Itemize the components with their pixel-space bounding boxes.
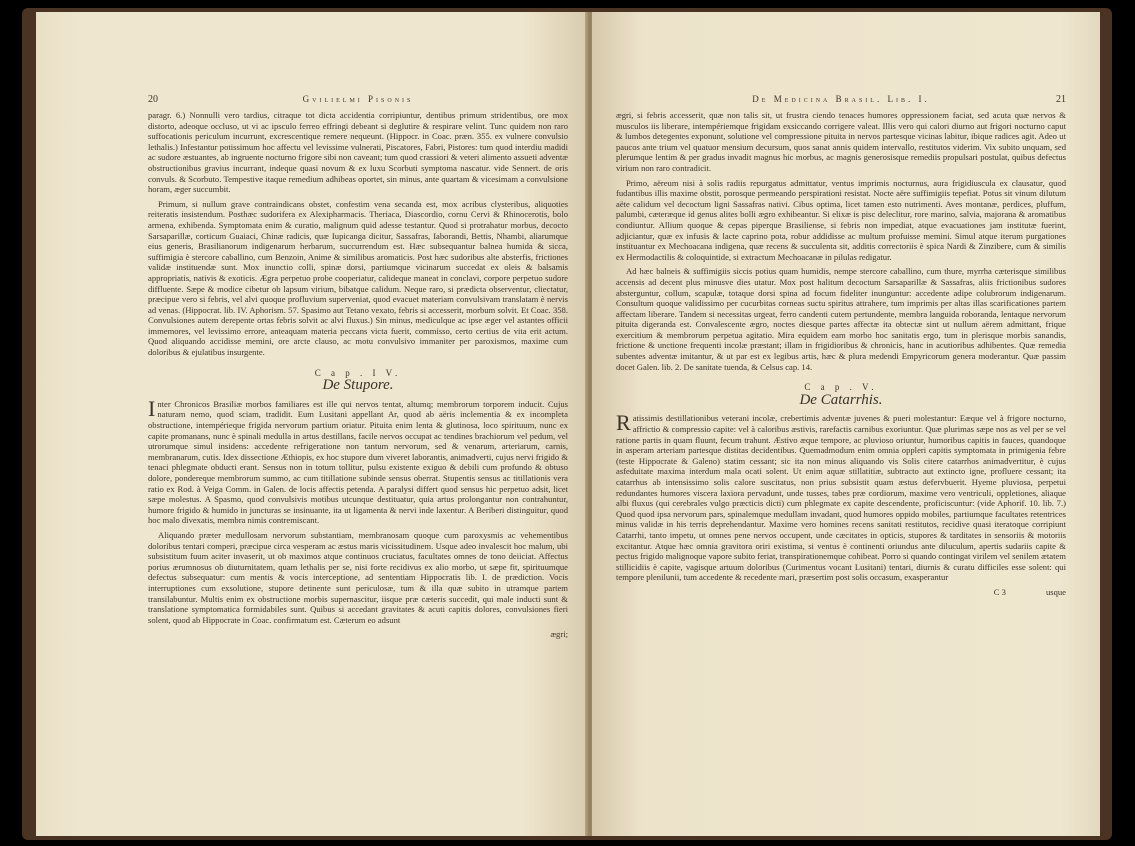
right-paragraph-2: Primo, aëreum nisi à solis radiis repurgatus admittatur, ventus imprimis nocturnus, aura frigidiuscula ex clausatur, quod fudantibus illis maxime obstit, porosque permeando perspirationi resistat. Nocte aëre suffimigiis tepefiat. Potus sit vinum dilutum aëte calidum vel decoctum ligni Sassafras nativi. Cibus optima, licet tamen esto nutrimenti. Aves montanæ, perdices, pluffum, palumbi, cæteræque id genus alites bolli ægro exhibeantur. Si elixæ is pisc deleclitur, rore marino, salvia, majorana & aromatibus condiuntur. Allium quoque & cepas piperque Brasiliense, si febris non impediat, atque evacuationes jam institutæ fuerint, adjiciantur, quæ ex infusis & lacte caprino pota, robur addidisse ac multum profuisse memini. Simul atque iterum purgationes instituantur ex Mechoacana indigena, quæ recens & succulenta sit, additis correctoriis è spica Nardi & Zinzibere, cum & similis ex Hermodactilis & coloquintide, si extractum Mechoacanæ in pilulas redigatur. <box>616 177 1066 262</box>
right-chapter-label: C a p . V. <box>804 382 878 393</box>
right-body <box>616 110 1066 598</box>
left-folio: 20 <box>148 94 158 105</box>
left-paragraph-3: Inter Chronicos Brasiliæ morbos familiares est ille qui nervos tentat, altumq; membrorum torporem inducit. Cujus naturam nemo, quod sciam, tradidit. Eum Lusitani appellant Ar, quod ab aëris inclementia & ex incompleta obstructione, intempérieque frigida nervorum partium oriatur. Pituita enim lenta & glutinosa, loco spirituum, nunc ex capite promanans, nunc è spinali medulla in artus destillans, facile nervos occupat ac tendines brachiorum vel pedum, vel utrorumque simul insidens: accedente refrigeratione non tantum nervorum, sed & venarum, arteriarum, carnis, membranarum, cutis. Idex dissectione Æthiopis, ex hoc stupore dum viveret laborantis, animadverti, cujus nervi frigido & tenaci phlegmate obducti erant. Sensus non in totum tollitur, pulsu existente exiguo & debili cum profundo & obtuso dolore, pondereque membrorum summo, ac cum titillatione subinde sensus oberrat. Stupentis sensus ac titillationis vera ratio ex Rod. à Veiga Comm. in Galen. de locis affectis petenda. A paralysi differt quod sensus hic perpetuo adsit, licet sæpe molestus. A Spasmo, quod convulsivis motibus utcunque destituatur, quia artus prolongantur non contrahuntur, humore frigido & humido in juncturas se insinuante, ita ut ligamenta & nervi inde laxentur. A Beriberi distinguitur, quod hoc malo divexatis, membra nimis contremiscant. <box>148 395 568 526</box>
right-page <box>592 12 1100 836</box>
left-body <box>148 110 568 640</box>
left-paragraph-4: Aliquando præter medullosam nervorum substantiam, membranosam quoque cum paroxysmis ac vehementibus doloribus tentari comperi, præcipue circa vesperam ac æstus maris vicissitudinem. Usque adeo invalescit hoc malum, ubi subsistitum fuum aciter invaserit, ut ob maximos atque continuos cruciatus, facultates omnes de tono deiiciat. Affectus porius ærumnosus ob diuturnitatem, quam lethalis per se, nisi forte recidivus ex alio morbo, ut sæpe fit, spirituumque defectus subsequatur: cum mentis & vocis interceptione, ad sententiam Hippocratis lib. I. de prædiction. Vocis interruptiones cum exsolutione, stupore detinente sunt periculosæ, tum & illa quæ subito in utramque partem transilabuntur. Multis enim ex obstructione morbis supernascitur, iisque præ cæteris succedit, qui male inducti sunt & translatione symptomatica formidabiles sunt. Quibus si accedant gravitates & acuti capitis dolores, convulsiones fieri solent, quod ab Hippocrate in Coac. confirmatum est. Cæterum eo adsunt <box>148 529 568 625</box>
book <box>22 8 1112 840</box>
left-chapter-label: C a p . I V. <box>314 367 402 378</box>
right-paragraph-4: Ratissimis destillationibus veterani incolæ, crebertimis adventæ juvenes & pueri molestantur: Eæque vel à frigore nocturno, affrictio & compressio capite: vel à caloribus æstivis, rarefactis carnibus exoriuntur. Quæ plurimas sæpe nos as vel per se vel ratione partis in quam fluunt, fecum trahunt. Æstivo æque tempore, ac pluvioso oriuntur, humoribus capitis in fauces, quandoque in asperam arteriam partesque distitas decidentibus. Quemadmodum enim omnia oppleri capitis symptomata in primigenia febre (teste Hippocrate & Galeno) statim cessant; sic ita non minus aliquando vis Solis citere catarrhos animadvertitur, è cujus asfeduitate maxima interdum mala ocati solent. Ut enim aquæ stillatitiæ, subtracto aut extincto igne, profluere cessant; ita catarrhus ab intensissimo solis calore suscitatus, non prius subsistit quam æstus defervbuerit. Hyeme pluviosa, perpetui redundantes humores viscera laxiora pervadunt, unde tusses, tabes præ cordiorum, maxime vero ventriculi, oppletiones, aliaque albi fluxus (qui cerebrales vulgo præcticis dicti) cum phlegmate ex capite descendente, proficiscuntur: (vide Aphorif. 10. lib. 7.) Quod quod ipsa nervorum pars, spinalemque medullam invadant, quod humores oppido mobiles, partiumque facultates retentrices minus validæ in his terris deprehendantur. Maxime vero homines recens sanitati restitutos, recidive quasi iteratoque corripiunt Catarrhi, tanto impetu, ut omnes pene nervos occupent, unde cæcitates in opticis, stupores & tarditates in sensoriis & motoriis excitantur. Atque hæc omnia gravitora oriri existima, si ventus è continenti oriundus ante diluculum, apertis sudariis capite & pectus frigido malignoque vapore subito feriat, transpirationemque cohibeat. Porro si quando contingat virilem vel senilem ætatem stillicidiis è capite, vagisque artuum doloribus (Curimentus vocant Lusitani) tentari, diurnis & curatu difficiles esse solent: qui tempore plenilunii, tum accedente & recedente mari, præsertim post solis occasum, exasperantur <box>616 410 1066 583</box>
right-running-title: De Medicina Brasil. Lib. I. <box>752 94 930 104</box>
right-paragraph-3: Ad hæc balneis & suffimigiis siccis potius quam humidis, nempe stercore caballino, cum thure, myrrha cæterisque similibus accensis ad decent plus minusve dies utatur. Mox post halitum decoctum Sarsaparillæ & Sassafras, aliis frictionibus sudores absterguntur, collum, scapulæ, totaque dorsi spina ad focum fideliter inunguntur: accedente adipe colubrorum indigenarum. Consultum quoque validissimo per cucurbitas corneas suctu spiritus attrahere, tum imprimis per altas illas scarificationes partem affectam liberare. Tandem si necessitas urgeat, ferro candenti cutem pertundente, membra languida roboranda, lentaque nervorum pituita digeranda est. Convalescente ægro, noctes diesque partes affectæ ita obtectæ sint ut nullum aërem admittant, frique exercitium & membrorum perpetua agitatio. Mira equidem eam morbo hoc sanitatis ergo, tum in plerisque morbis sanandis, frictione & unctione frequenti incolæ præstant; illam in frigidioribus & chronicis, hanc in acutioribus adhibentes. Quæ remedia subentes adventæ imitantur, & ut par est ex legibus artis, hæc & plura medendi Empyricorum genera moderantur. Quæ passim docet Galen. lib. 2. De sanitate tuenda, & Celsus cap. 14. <box>616 266 1066 372</box>
right-signature-mark: C 3 <box>993 586 1006 597</box>
left-paragraph-2: Primum, si nullum grave contraindicans obstet, confestim vena secanda est, mox acribus clysteribus, aliquoties reiteratis insistendum. Posthæc sudorifera ex Alexipharmacis. Theriaca, Diascordio, cornu Cervi & Rhinocerotis, bolo armena, exhibenda. Symptomata enim & curatio, malignum quid adesse testantur. Quod si protrahatur morbus, decocto Sarsaparillæ, corticum Guaiaci, Chinæ radicis, quæ Iupicanga dicitur, Sassafras, Iaborandi, Bettis, Nhambi, aliarumque eius generis, Brasilianorum indigenarum herbarum, succurrendum est. Hæc subsequantur balnea humida & sicca, suffimigia è stercore caballino, cum Benzoin, Anime & similibus aromaticis. Post hæc sudoribus alte absterfis, frictiones validæ instituendæ sunt. Mox inunctio colli, spinæ dorsi, partiumque vicinarum succedat ex oleis & balsamis appropriatis, nativis & exoticis. Ægra perpetuo probe cooperiatur, calideque maneat in conclavi, corpore perpetuo sudore diffluente. Sæpe & modice cibetur ob lapsum virium, bibatque calidum. Neque raro, si prædicta observentur, cliectatur, præcipue vero si febris, vel alvi quoque profluvium superveniat, quod evacuet materiam convulsivam translatam è nervis ad venas. (Hippocrat. lib. IV. Aphorism. 57. Spasimo aut Tetano vexato, febris si accesserit, morbum solvit. Et Coac. 358. Convulsiones autem derepente ortas febris solvit ac alvi fluxus.) Sin minus, mediculque ac ipse æger vel astantes officii immemores, vel levissimo errore, anteaquam materia peccans victa fuerit, commisso, certo certius de vita erit actum. Quod aliquando accidisse memini, ore arcte clauso, ac motu convulsivo immaniter per paroxismos, maxime cum doloribus & ejulatibus insurgente. <box>148 198 568 358</box>
left-paragraph-1: paragr. 6.) Nonnulli vero tardius, citraque tot dicta accidentia corripiuntur, dentibus primum stridentibus, ore mox distorto, adeoque occluso, ut vi ac ipsculo ferreo effringi debeant si deglutire & respirare velint. Tunc quidem non raro suffocationis periculum incurrunt, excrescentique remere nequeunt. (Hippocr. in Coac. præn. 355. ex vulnere convulsio lethalis.) Infestantur potissimum hoc affectu vel levissime vulnerati, Piscatores, Fabri, Pistores: tum quod interdiu madidi ac sudore æstuantes, ab ingruente nocturno frigore sibi non caveant; tum quod crassiori & veteri alimento assueti adventæ obstructionibus gravius incurrant, indeque quasi novum & ex luxu Scorbuti symptoma nascatur. vide Sennert. de oris convuls. & Scorbuto. Tempestive itaque remedium adhibeas oportet, sin minus, ante quartam & vicesimam a convulsione horam, æger succumbit. <box>148 110 568 195</box>
left-catchword: ægri; <box>550 629 568 640</box>
right-chapter-title: De Catarrhis. <box>799 391 883 408</box>
left-running-title: Gvilielmi Pisonis <box>302 94 414 104</box>
right-folio: 21 <box>1056 94 1066 105</box>
left-page <box>36 12 588 836</box>
right-catchword: usque <box>1045 586 1066 597</box>
right-running-head <box>616 94 1066 104</box>
right-paragraph-1: ægri, si febris accesserit, quæ non talis sit, ut frustra ciendo tenaces humores oppressionem faciat, sed acuta quæ nervos & musculos iis liberare, intempériemque frigidam exsiccando corrigere valeat. Illis vero qui calori diurno aut frigori nocturno caput & lumbos detegentes exponunt, solutione vel compressione pituita in nervos partesque vicinas labitur, ibique radices agit. Adeo ut paucos ante trium vel quatuor mensium decursum, quos sanat annis quidem intervallo, restitutos viderim. Vix subito unquam, sed plerumque lentim & per gradus invadit magnus hic morbus, ac magnis generosisque remediis propulsari postulat, quibus defectus virium non raro contradicit. <box>616 110 1066 173</box>
left-running-head <box>148 94 568 104</box>
left-chapter-title: De Stupore. <box>322 377 394 394</box>
